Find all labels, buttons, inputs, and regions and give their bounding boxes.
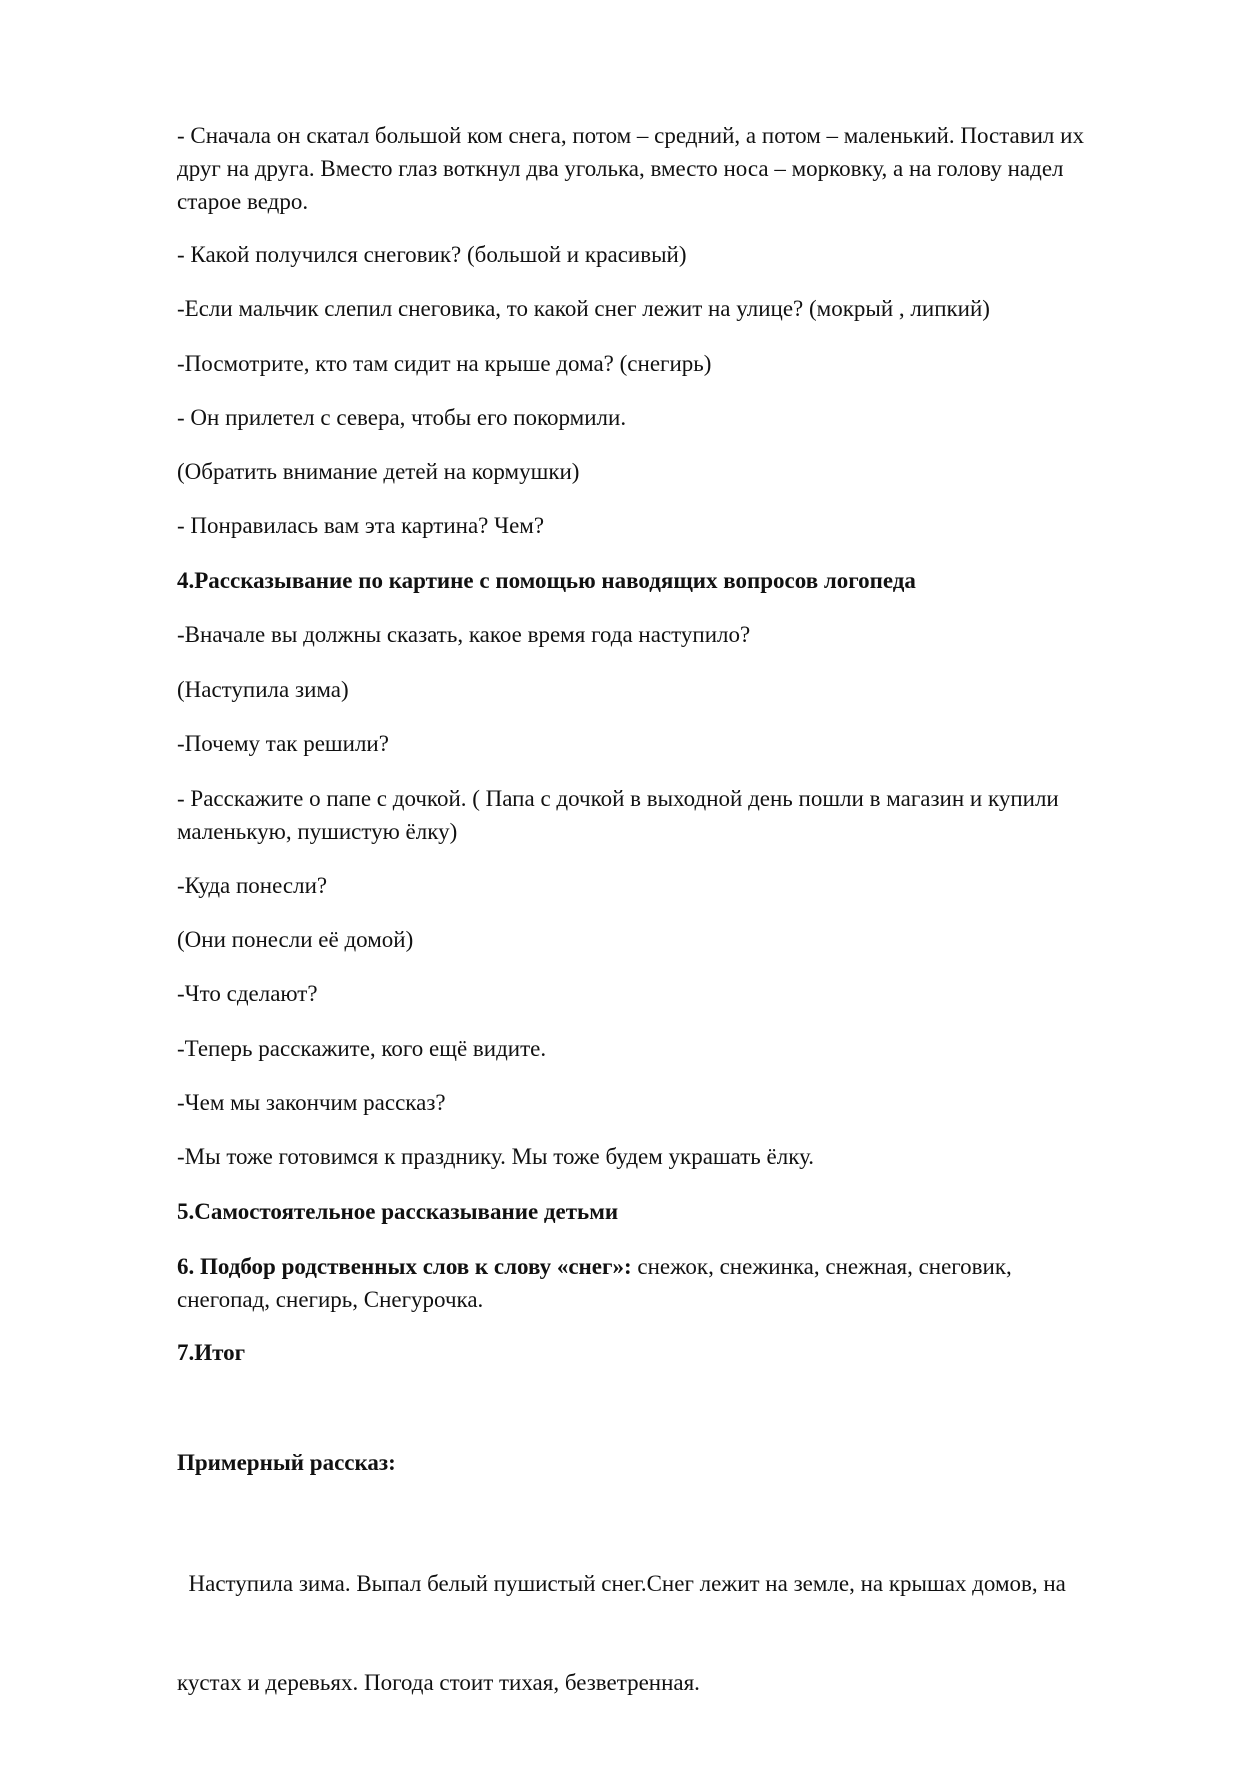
paragraph: - Какой получился снеговик? (большой и красивый) [177,242,687,267]
paragraph: -Что сделают? [177,981,318,1006]
section-heading-5: 5.Самостоятельное рассказывание детьми [177,1199,619,1224]
text-line: - Расскажите о папе с дочкой. ( Папа с дочкой в выходной день пошли в магазин и купили [177,786,1059,811]
text-line: кустах и деревьях. Погода стоит тихая, безветренная. [177,1670,700,1695]
text-line: - Сначала он скатал большой ком снега, потом – средний, а потом – маленький. Поставил их [177,123,1084,148]
related-words: снежок, снежинка, снежная, снеговик, [631,1254,1012,1279]
text-line [177,1250,1177,1283]
paragraph: (Они понесли её домой) [177,927,414,952]
text-line: снегопад, снегирь, Снегурочка. [177,1287,484,1312]
paragraph: -Мы тоже готовимся к празднику. Мы тоже будем украшать ёлку. [177,1144,815,1169]
paragraph: - Понравилась вам эта картина? Чем? [177,513,545,538]
paragraph: -Если мальчик слепил снеговика, то какой снег лежит на улице? (мокрый , липкий) [177,296,990,321]
paragraph: (Наступила зима) [177,677,349,702]
section-heading-4: 4.Рассказывание по картине с помощью наводящих вопросов логопеда [177,568,916,593]
paragraph: -Почему так решили? [177,731,389,756]
text-line: друг на друга. Вместо глаз воткнул два уголька, вместо носа – морковку, а на голову надел [177,156,1064,181]
paragraph: -Теперь расскажите, кого ещё видите. [177,1036,547,1061]
section-heading-6: 6. Подбор родственных слов к слову «снег»: [177,1254,632,1279]
sample-story [177,1501,1177,1765]
text-line: Наступила зима. Выпал белый пушистый снег.Снег лежит на земле, на крышах домов, на [177,1571,1066,1596]
paragraph: -Посмотрите, кто там сидит на крыше дома? (снегирь) [177,351,712,376]
text-line: маленькую, пушистую ёлку) [177,819,458,844]
paragraph: (Обратить внимание детей на кормушки) [177,459,580,484]
paragraph: - Он прилетел с севера, чтобы его покормили. [177,405,627,430]
text-line: старое ведро. [177,189,309,214]
paragraph-snowman [177,119,1177,218]
paragraph: -Вначале вы должны сказать, какое время года наступило? [177,622,751,647]
paragraph-dad-daughter [177,782,1177,848]
paragraph: -Чем мы закончим рассказ? [177,1090,446,1115]
section-6-paragraph [177,1250,1177,1316]
section-heading-7: 7.Итог [177,1340,246,1365]
paragraph: -Куда понесли? [177,873,328,898]
story-title: Примерный рассказ: [177,1450,396,1475]
